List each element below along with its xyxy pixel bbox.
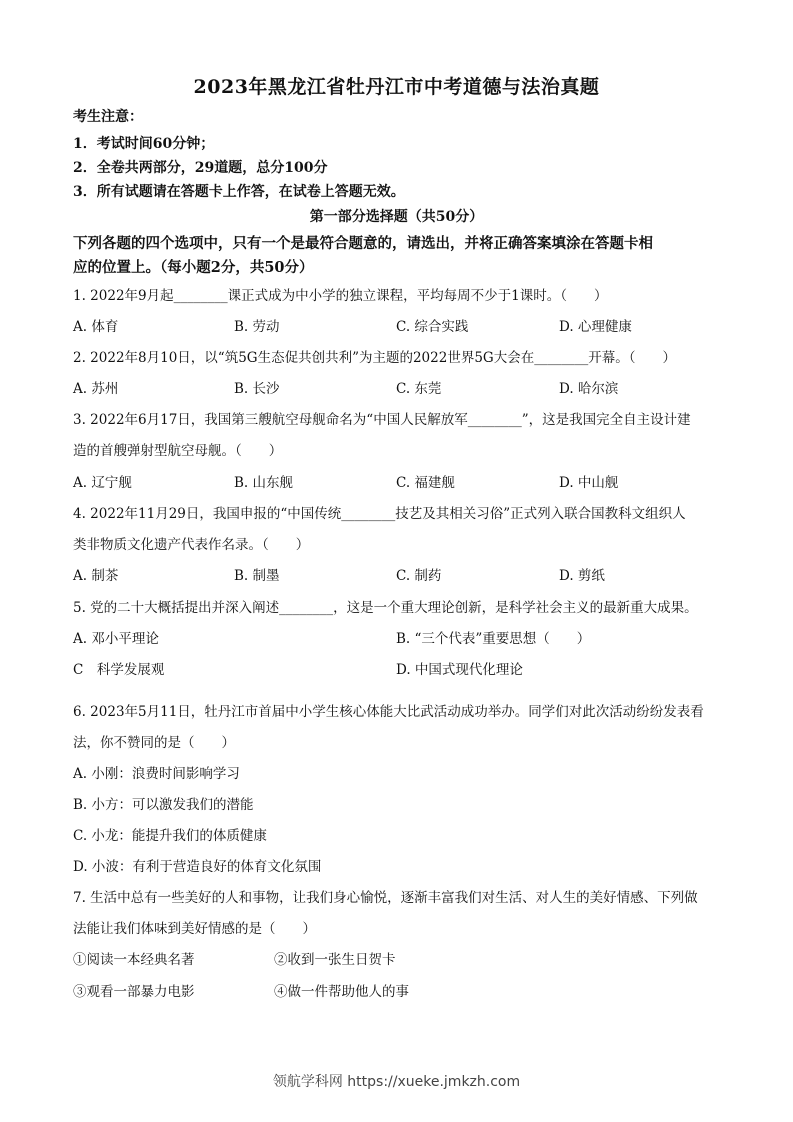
question-3-option-b: B. 山东舰	[234, 475, 294, 491]
footer-watermark: 领航学科网 https://xueke.jmkzh.com	[272, 1074, 521, 1090]
question-4-option-c: C. 制药	[396, 568, 442, 584]
question-7-choice-2: ②收到一张生日贺卡	[274, 952, 396, 968]
question-2-option-a: A. 苏州	[73, 381, 119, 397]
question-4-stem: 4. 2022年11月29日，我国申报的“中国传统________技艺及其相关习俗”正式列入联合国教科文组织人	[73, 506, 686, 522]
question-2-option-c: C. 东莞	[396, 381, 442, 397]
notice-heading: 考生注意：	[73, 109, 143, 125]
question-4-stem: 类非物质文化遗产代表作名录。（ ）	[73, 537, 310, 553]
question-1-stem: 1. 2022年9月起________课正式成为中小学的独立课程，平均每周不少于1课时。（ ）	[73, 288, 608, 304]
question-6-stem: 6. 2023年5月11日，牡丹江市首届中小学生核心体能大比武活动成功举办。同学们对此次活动纷纷发表看	[73, 704, 704, 720]
question-5-option-a: A. 邓小平理论	[73, 631, 159, 647]
question-7-stem: 7. 生活中总有一些美好的人和事物，让我们身心愉悦，逐渐丰富我们对生活、对人生的美好情感、下列做	[73, 890, 698, 906]
question-7-choice-1: ①阅读一本经典名著	[73, 952, 195, 968]
question-7-choice-4: ④做一件帮助他人的事	[274, 984, 409, 1000]
question-7-choice-3: ③观看一部暴力电影	[73, 984, 195, 1000]
notice-item: 3．所有试题请在答题卡上作答，在试卷上答题无效。	[73, 184, 405, 200]
question-2-option-b: B. 长沙	[234, 381, 280, 397]
part1-instructions: 应的位置上。（每小题2分，共50分）	[73, 259, 314, 276]
question-4-option-d: D. 剪纸	[559, 568, 605, 584]
question-1-option-c: C. 综合实践	[396, 319, 469, 335]
question-3-stem: 造的首艘弹射型航空母舰。（ ）	[73, 443, 283, 459]
question-6-option-c: C. 小龙：能提升我们的体质健康	[73, 828, 267, 844]
notice-item: 1．考试时间60分钟；	[73, 136, 215, 152]
notice-item: 2．全卷共两部分，29道题，总分100分	[73, 160, 328, 176]
question-5-option-b: B. “三个代表”重要思想（ ）	[396, 631, 591, 647]
exam-title: 2023年黑龙江省牡丹江市中考道德与法治真题	[193, 76, 600, 98]
question-6-stem: 法，你不赞同的是（ ）	[73, 735, 235, 751]
question-1-option-a: A. 体育	[73, 319, 119, 335]
question-1-option-b: B. 劳动	[234, 319, 280, 335]
question-3-option-c: C. 福建舰	[396, 475, 455, 491]
question-3-stem: 3. 2022年6月17日，我国第三艘航空母舰命名为“中国人民解放军________”，这是我国完全自主设计建	[73, 412, 691, 428]
question-6-option-b: B. 小方：可以激发我们的潜能	[73, 797, 254, 813]
question-2-option-d: D. 哈尔滨	[559, 381, 619, 397]
question-4-option-b: B. 制墨	[234, 568, 280, 584]
part1-instructions: 下列各题的四个选项中，只有一个是最符合题意的，请选出，并将正确答案填涂在答题卡相	[73, 235, 653, 252]
part1-heading: 第一部分选择题（共50分）	[309, 209, 484, 225]
question-1-option-d: D. 心理健康	[559, 319, 632, 335]
question-5-option-d: D. 中国式现代化理论	[396, 662, 523, 678]
question-7-stem: 法能让我们体味到美好情感的是（ ）	[73, 921, 316, 937]
question-2-stem: 2. 2022年8月10日，以“筑5G生态促共创共利”为主题的2022世界5G大会在________开幕。（ ）	[73, 350, 676, 366]
question-3-option-a: A. 辽宁舰	[73, 475, 132, 491]
question-6-option-a: A. 小刚：浪费时间影响学习	[73, 766, 240, 782]
question-3-option-d: D. 中山舰	[559, 475, 619, 491]
question-4-option-a: A. 制茶	[73, 568, 119, 584]
question-5-stem: 5. 党的二十大概括提出并深入阐述________，这是一个重大理论创新，是科学社会主义的最新重大成果。	[73, 600, 698, 616]
question-6-option-d: D. 小波：有利于营造良好的体育文化氛围	[73, 859, 322, 875]
question-5-option-c: C 科学发展观	[73, 662, 165, 678]
